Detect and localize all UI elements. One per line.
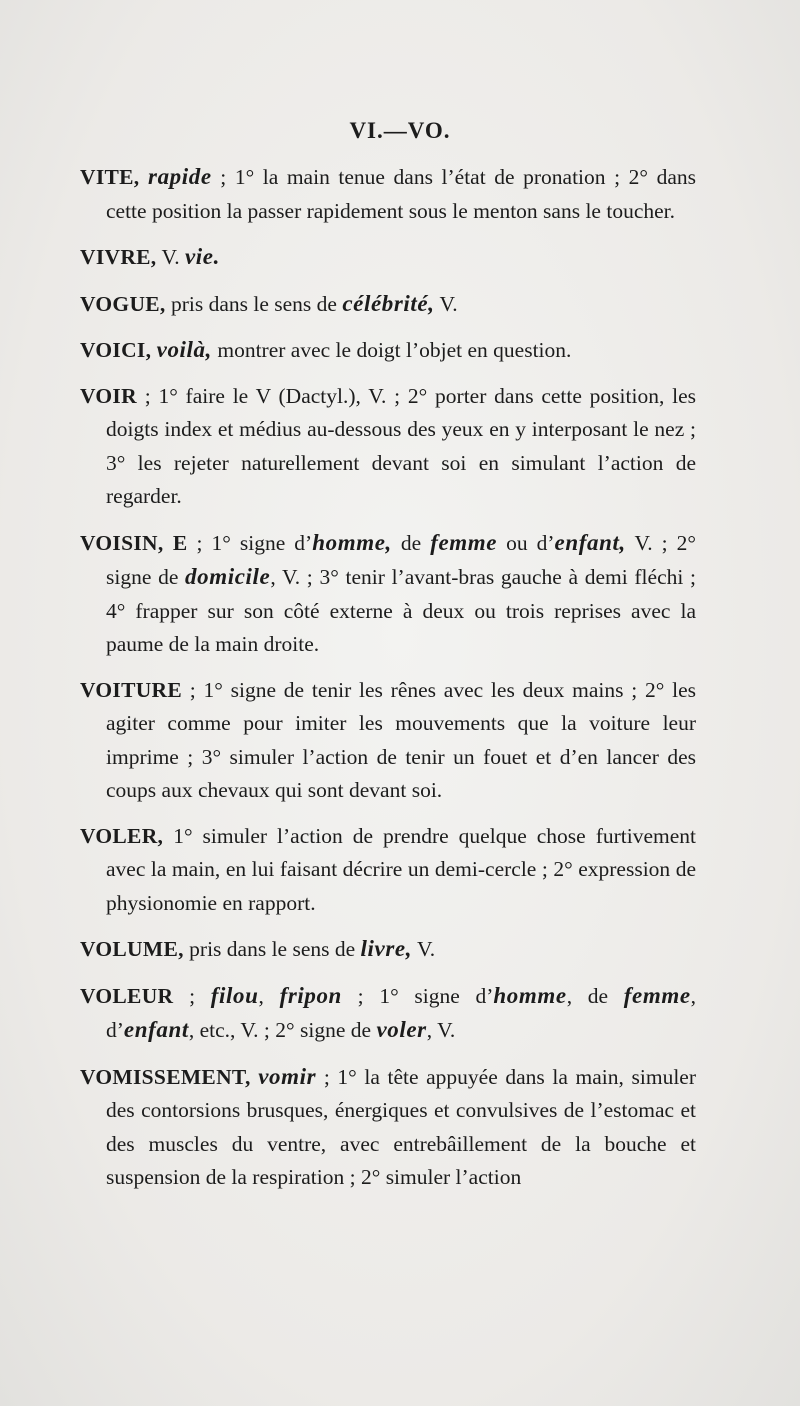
definition-text: 1° simuler l’action de prendre quelque chose furtivement avec la main, en lui faisant décrire un demi-cercle ; 2° expression de physionomie en rapport. [106,823,696,915]
text: V. [156,245,185,269]
definition-text: ; 1° faire le V (Dactyl.), V. ; 2° porter dans cette position, les doigts index et médius au-dessous des yeux en y interposant le nez ; 3° les rejeter naturellement devant soi en simulant l’action de regarder. [106,383,696,508]
entry-vogue [80,287,696,322]
keyword: rapide [148,164,212,189]
headword: VOITURE [80,677,183,702]
text: ou d’ [497,530,555,555]
keyword: enfant, [554,529,626,555]
text [139,165,148,189]
entry-vite [80,160,696,228]
entry-volume [80,932,696,967]
keyword: vomir [258,1063,317,1089]
headword: VOICI, [80,338,152,362]
text: V. ; 2° signe de [106,530,696,589]
text: pris dans le sens de [165,291,343,316]
entry-voisin [80,526,696,662]
entry-voleur [80,979,696,1048]
dictionary-entries [80,160,696,1207]
headword: VOMISSEMENT, [80,1064,251,1089]
headword: VOISIN, E [80,530,188,555]
text: V. [412,937,436,961]
definition-text: ; 1° la tête appuyée dans la main, simuler des contorsions brusques, énergiques et convulsives de l’estomac et des muscles du ventre, avec entrebâillement de la bouche et suspension de la respiration ; 2° simuler l’action [106,1064,697,1189]
text: ; [173,983,211,1008]
keyword: vie. [184,244,220,269]
keyword: enfant [123,1017,189,1042]
definition-text: montrer avec le doigt l’objet en question. [211,338,572,362]
keyword: domicile [185,564,271,589]
text: pris dans le sens de [183,937,361,961]
text: ; 1° signe d’ [341,983,494,1008]
headword: VITE, [80,165,140,189]
keyword: voilà, [156,337,212,362]
text: , de [566,983,624,1008]
text: , etc., V. ; 2° signe de [188,1018,377,1042]
headword: VOGUE, [80,291,166,316]
entry-voler [80,820,696,921]
keyword: livre, [360,936,413,961]
entry-vomissement [80,1060,696,1195]
keyword: fripon [279,982,342,1008]
text: , V. [426,1018,456,1042]
text: de [391,530,431,555]
keyword: homme [493,982,567,1008]
entry-voiture [80,674,696,808]
keyword: homme, [312,529,392,555]
text: , d’ [106,983,696,1042]
text: , [258,983,280,1008]
definition-text: , V. ; 3° tenir l’avant-bras gauche à demi fléchi ; 4° frapper sur son côté externe à deux ou trois reprises avec la paume de la main droite. [106,565,696,656]
keyword: femme [623,982,691,1008]
definition-text: ; 1° signe de tenir les rênes avec les deux mains ; 2° les agiter comme pour imiter les mouvements que la voiture leur imprime ; 3° simuler l’action de tenir un fouet et d’en lancer des coups aux chevaux qui sont devant soi. [106,677,696,802]
entry-vivre [80,240,696,275]
headword: VOLUME, [80,937,184,961]
headword: VOLER, [80,823,164,848]
keyword: voler [376,1017,427,1042]
entry-voir [80,380,696,514]
definition-text: ; 1° la main tenue dans l’état de pronation ; 2° dans cette position la passer rapidement sous le menton sans le toucher. [106,165,696,223]
headword: VOIR [80,383,137,408]
running-header: VI.—VO. [349,118,451,143]
headword: VOLEUR [80,983,174,1008]
headword: VIVRE, [80,245,157,269]
text: ; 1° signe d’ [187,530,313,555]
keyword: femme [430,529,498,555]
keyword: célébrité, [342,290,435,316]
entry-voici [80,333,696,368]
keyword: filou [210,982,259,1008]
text: V. [434,291,458,316]
